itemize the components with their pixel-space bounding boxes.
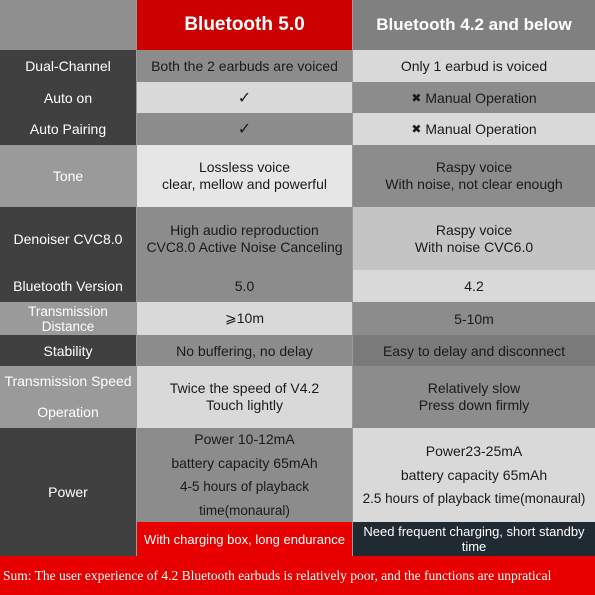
cell-v42: Easy to delay and disconnect: [353, 335, 595, 366]
table-row: [0, 302, 595, 336]
row-label: Power: [0, 428, 137, 556]
cell-v42: 5-10m: [353, 302, 595, 335]
table-row: [0, 82, 595, 114]
footer-v42: Need frequent charging, short standby time: [353, 522, 595, 556]
cell-v42: 4.2: [353, 270, 595, 302]
header-row: [0, 0, 595, 50]
cell-v50: [137, 366, 353, 428]
table-row: [0, 145, 595, 208]
footer-row: [137, 522, 595, 556]
row-label-line: Operation: [37, 404, 99, 420]
table-row: [0, 270, 595, 303]
cell-v42: [353, 145, 595, 207]
row-label: Auto on: [0, 82, 137, 113]
table-row: [0, 366, 595, 429]
cell-line: Relatively slow: [427, 380, 521, 396]
check-icon: ✓: [237, 89, 252, 107]
header-bluetooth-42: Bluetooth 4.2 and below: [353, 0, 595, 50]
cell-line: With noise, not clear enough: [385, 176, 563, 192]
cell-line: High audio reproduction: [170, 221, 319, 238]
row-label: Transmission Distance: [0, 302, 137, 335]
cell-v50: [137, 145, 353, 207]
cell-line: CVC8.0 Active Noise Canceling: [146, 238, 343, 255]
row-label-line: Transmission Speed: [4, 373, 132, 389]
header-bluetooth-50: Bluetooth 5.0: [137, 0, 353, 50]
cell-line: clear, mellow and powerful: [162, 176, 327, 192]
cell-v50: [137, 428, 353, 522]
cell-line: Raspy voice: [435, 221, 513, 238]
check-icon: ✓: [237, 121, 252, 138]
x-icon: ✖: [411, 90, 422, 105]
cell-v42: [353, 428, 595, 522]
cell-line: 2.5 hours of playback time(monaural): [362, 491, 586, 506]
table-row: [0, 335, 595, 367]
table-row: [0, 50, 595, 83]
row-label: Dual-Channel: [0, 50, 137, 82]
cell-v50: [137, 207, 353, 270]
table-row: [0, 207, 595, 271]
table-row: [0, 428, 595, 522]
cell-v50: [137, 82, 353, 113]
cell-line: Twice the speed of V4.2: [169, 380, 320, 396]
cell-v42: [353, 113, 595, 145]
cell-line: With noise CVC6.0: [414, 238, 534, 255]
cell-line: Lossless voice: [198, 159, 291, 175]
row-label: Stability: [0, 335, 137, 366]
row-label: [0, 366, 137, 428]
cell-v50: No buffering, no delay: [137, 335, 353, 366]
cell-line: Power23-25mA: [425, 443, 523, 459]
table-row: [0, 113, 595, 146]
row-label: Denoiser CVC8.0: [0, 207, 137, 270]
cell-v42: [353, 207, 595, 270]
cell-v50: 5.0: [137, 270, 353, 302]
x-icon: ✖: [411, 122, 422, 136]
cell-v42-text: Manual Operation: [425, 121, 537, 137]
header-blank-cell: [0, 0, 137, 50]
cell-v42-text: Manual Operation: [425, 89, 537, 106]
cell-line: Raspy voice: [435, 159, 513, 175]
cell-v50: ⩾10m: [137, 302, 353, 335]
row-label: Auto Pairing: [0, 113, 137, 145]
cell-line: Press down firmly: [418, 397, 530, 413]
cell-v50: [137, 113, 353, 145]
row-label: Bluetooth Version: [0, 270, 137, 302]
cell-line: battery capacity 65mAh: [400, 467, 548, 483]
cell-v42: [353, 366, 595, 428]
cell-v50: Both the 2 earbuds are voiced: [137, 50, 353, 82]
cell-line: battery capacity 65mAh: [171, 455, 318, 471]
cell-line: Touch lightly: [205, 397, 284, 413]
cell-v42: Only 1 earbud is voiced: [353, 50, 595, 82]
cell-line: 4-5 hours of playback time(monaural): [179, 479, 310, 518]
cell-v42: [353, 82, 595, 113]
row-label: Tone: [0, 145, 137, 207]
summary-banner: Sum: The user experience of 4.2 Bluetooth earbuds is relatively poor, and the functions are unpratical: [0, 556, 595, 595]
cell-line: Power 10-12mA: [194, 431, 295, 447]
footer-v50: With charging box, long endurance: [137, 522, 353, 556]
